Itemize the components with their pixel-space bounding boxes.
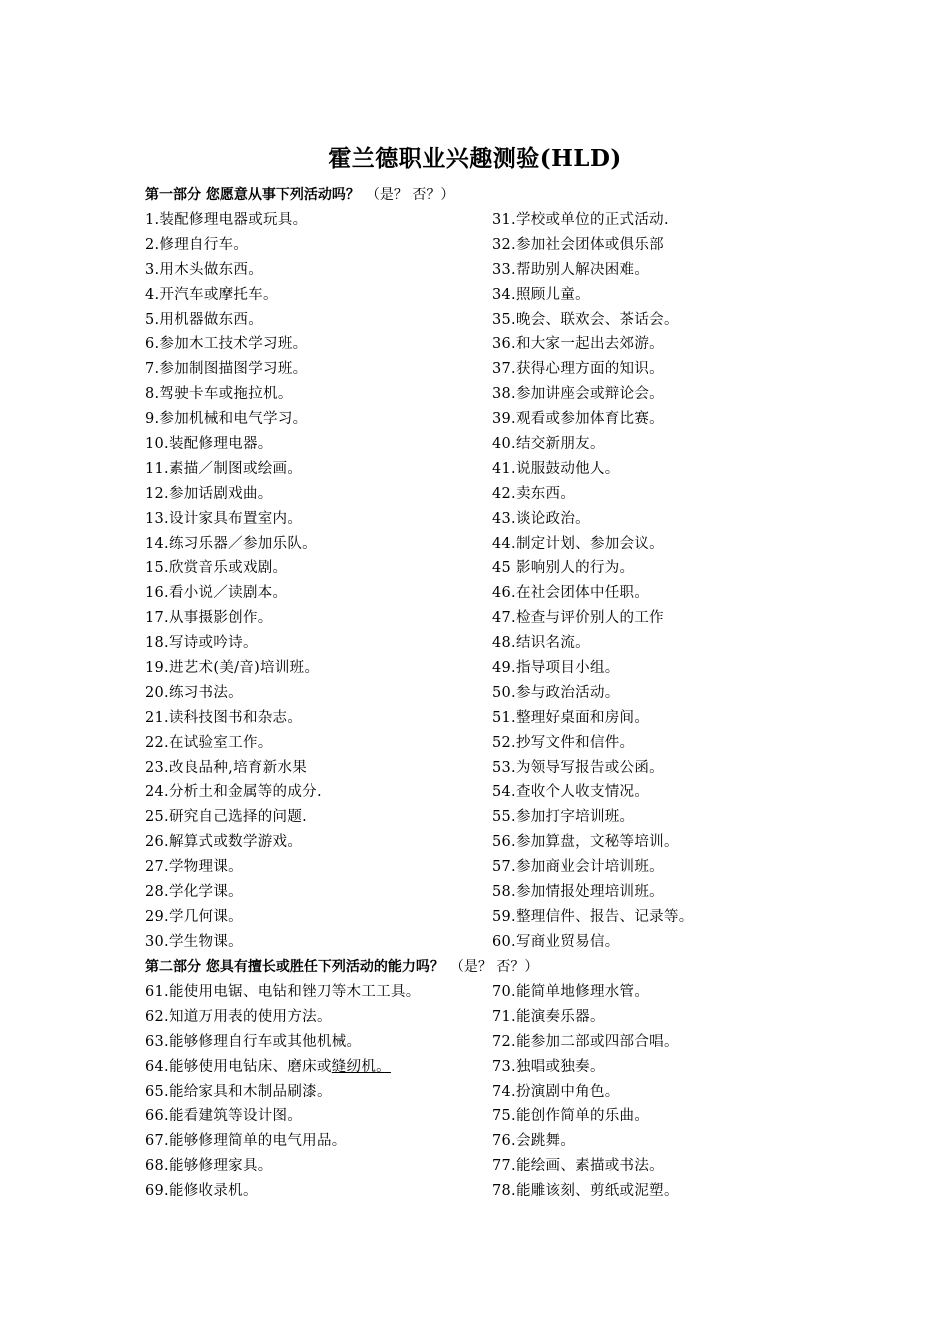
part2-left-column	[145, 980, 495, 1204]
list-item: 36.和大家一起出去郊游。	[492, 336, 664, 353]
part2-heading-text: 第二部分 您具有擅长或胜任下列活动的能力吗？	[145, 959, 444, 975]
list-item: 1.装配修理电器或玩具。	[145, 212, 308, 228]
list-item: 37.获得心理方面的知识。	[492, 361, 664, 378]
list-item: 76.会跳舞。	[492, 1133, 576, 1150]
list-item: 25.研究自己选择的问题.	[145, 809, 308, 826]
part1-right-column	[492, 208, 842, 955]
list-item: 6.参加木工技术学习班。	[145, 336, 308, 353]
list-item: 19.进艺术(美/音)培训班。	[145, 660, 320, 677]
list-item: 10.装配修理电器。	[145, 436, 273, 453]
list-item: 60.写商业贸易信。	[492, 933, 620, 950]
list-item: 8.驾驶卡车或拖拉机。	[145, 386, 293, 403]
list-item: 57.参加商业会计培训班。	[492, 859, 664, 876]
part1-heading-note: （是？ 否？）	[365, 187, 455, 203]
part2-heading	[145, 955, 845, 980]
list-item: 26.解算式或数学游戏。	[145, 834, 303, 851]
list-item: 78.能雕该刻、剪纸或泥塑。	[492, 1183, 679, 1200]
list-item: 49.指导项目小组。	[492, 660, 620, 677]
list-item: 73.独唱或独奏。	[492, 1058, 605, 1075]
list-item: 23.改良品种,培育新水果	[145, 759, 308, 776]
list-item: 54.查收个人收支情况。	[492, 784, 650, 801]
list-item: 28.学化学课。	[145, 884, 243, 901]
list-item: 30.学生物课。	[145, 933, 243, 950]
part1-heading	[145, 183, 845, 208]
list-item: 46.在社会团体中任职。	[492, 585, 650, 602]
list-item: 16.看小说／读剧本。	[145, 585, 288, 602]
list-item: 43.谈论政治。	[492, 510, 590, 527]
part2-right-column	[492, 980, 842, 1204]
list-item: 5.用机器做东西。	[145, 311, 264, 328]
list-item: 55.参加打字培训班。	[492, 809, 635, 826]
list-item: 62.知道万用表的使用方法。	[145, 1008, 332, 1025]
list-item: 40.结交新朋友。	[492, 436, 605, 453]
list-item: 7.参加制图描图学习班。	[145, 361, 308, 378]
list-item: 12.参加话剧戏曲。	[145, 485, 273, 502]
list-item: 67.能够修理简单的电气用品。	[145, 1133, 347, 1150]
part1-left-column	[145, 208, 495, 955]
list-item: 27.学物理课。	[145, 859, 243, 876]
list-item: 4.开汽车或摩托车。	[145, 286, 278, 303]
list-item: 17.从事摄影创作。	[145, 610, 273, 627]
list-item: 22.在试验室工作。	[145, 734, 273, 751]
list-item: 71.能演奏乐器。	[492, 1008, 605, 1025]
list-item: 56.参加算盘，文秘等培训。	[492, 834, 679, 851]
list-item: 32.参加社会团体或俱乐部	[492, 236, 664, 253]
list-item: 42.卖东西。	[492, 485, 576, 502]
list-item: 65.能给家具和木制品刷漆。	[145, 1083, 332, 1100]
list-item: 61.能使用电锯、电钻和锉刀等木工工具。	[145, 984, 421, 1000]
list-item: 53.为领导写报告或公函。	[492, 759, 664, 776]
list-item: 50.参与政治活动。	[492, 684, 620, 701]
list-item: 72.能参加二部或四部合唱。	[492, 1033, 679, 1050]
list-item-text: 64.能够使用电钻床、磨床或	[145, 1058, 332, 1075]
list-item: 75.能创作简单的乐曲。	[492, 1108, 650, 1125]
list-item: 20.练习书法。	[145, 684, 243, 701]
list-item: 13.设计家具布置室内。	[145, 510, 303, 527]
list-item	[145, 1055, 495, 1080]
list-item: 74.扮演剧中角色。	[492, 1083, 620, 1100]
list-item: 70.能简单地修理水管。	[492, 984, 650, 1000]
list-item: 31.学校或单位的正式活动.	[492, 212, 669, 228]
list-item: 51.整理好桌面和房间。	[492, 709, 650, 726]
list-item: 34.照顾儿童。	[492, 286, 590, 303]
underlined-text: 缝纫机。	[331, 1058, 391, 1075]
list-item: 2.修理自行车。	[145, 236, 249, 253]
list-item: 41.说服鼓动他人。	[492, 460, 620, 477]
list-item: 35.晚会、联欢会、茶话会。	[492, 311, 679, 328]
list-item: 38.参加讲座会或辩论会。	[492, 386, 664, 403]
part1-heading-text: 第一部分 您愿意从事下列活动吗？	[145, 187, 360, 203]
list-item: 15.欣赏音乐或戏剧。	[145, 560, 288, 577]
list-item: 52.抄写文件和信件。	[492, 734, 635, 751]
list-item: 68.能够修理家具。	[145, 1158, 273, 1175]
document-title: 霍兰德职业兴趣测验(HLD)	[328, 145, 622, 172]
list-item: 48.结识名流。	[492, 635, 590, 652]
list-item: 66.能看建筑等设计图。	[145, 1108, 303, 1125]
part2-heading-note: （是？ 否？）	[449, 959, 539, 975]
list-item: 33.帮助别人解决困难。	[492, 261, 650, 278]
list-item: 69.能修收录机。	[145, 1183, 258, 1200]
list-item: 3.用木头做东西。	[145, 261, 264, 278]
list-item: 14.练习乐器／参加乐队。	[145, 535, 317, 552]
list-item: 24.分析土和金属等的成分.	[145, 784, 322, 801]
list-item: 21.读科技图书和杂志。	[145, 709, 303, 726]
list-item: 47.检查与评价别人的工作	[492, 610, 664, 627]
list-item: 45 影响别人的行为。	[492, 560, 635, 577]
list-item: 63.能够修理自行车或其他机械。	[145, 1033, 362, 1050]
list-item: 59.整理信件、报告、记录等。	[492, 908, 694, 925]
list-item: 18.写诗或吟诗。	[145, 635, 258, 652]
list-item: 39.观看或参加体育比赛。	[492, 411, 664, 428]
list-item: 58.参加情报处理培训班。	[492, 884, 664, 901]
list-item: 9.参加机械和电气学习。	[145, 411, 308, 428]
list-item: 11.素描／制图或绘画。	[145, 460, 303, 477]
list-item: 77.能绘画、素描或书法。	[492, 1158, 664, 1175]
list-item: 44.制定计划、参加会议。	[492, 535, 664, 552]
list-item: 29.学几何课。	[145, 908, 243, 925]
